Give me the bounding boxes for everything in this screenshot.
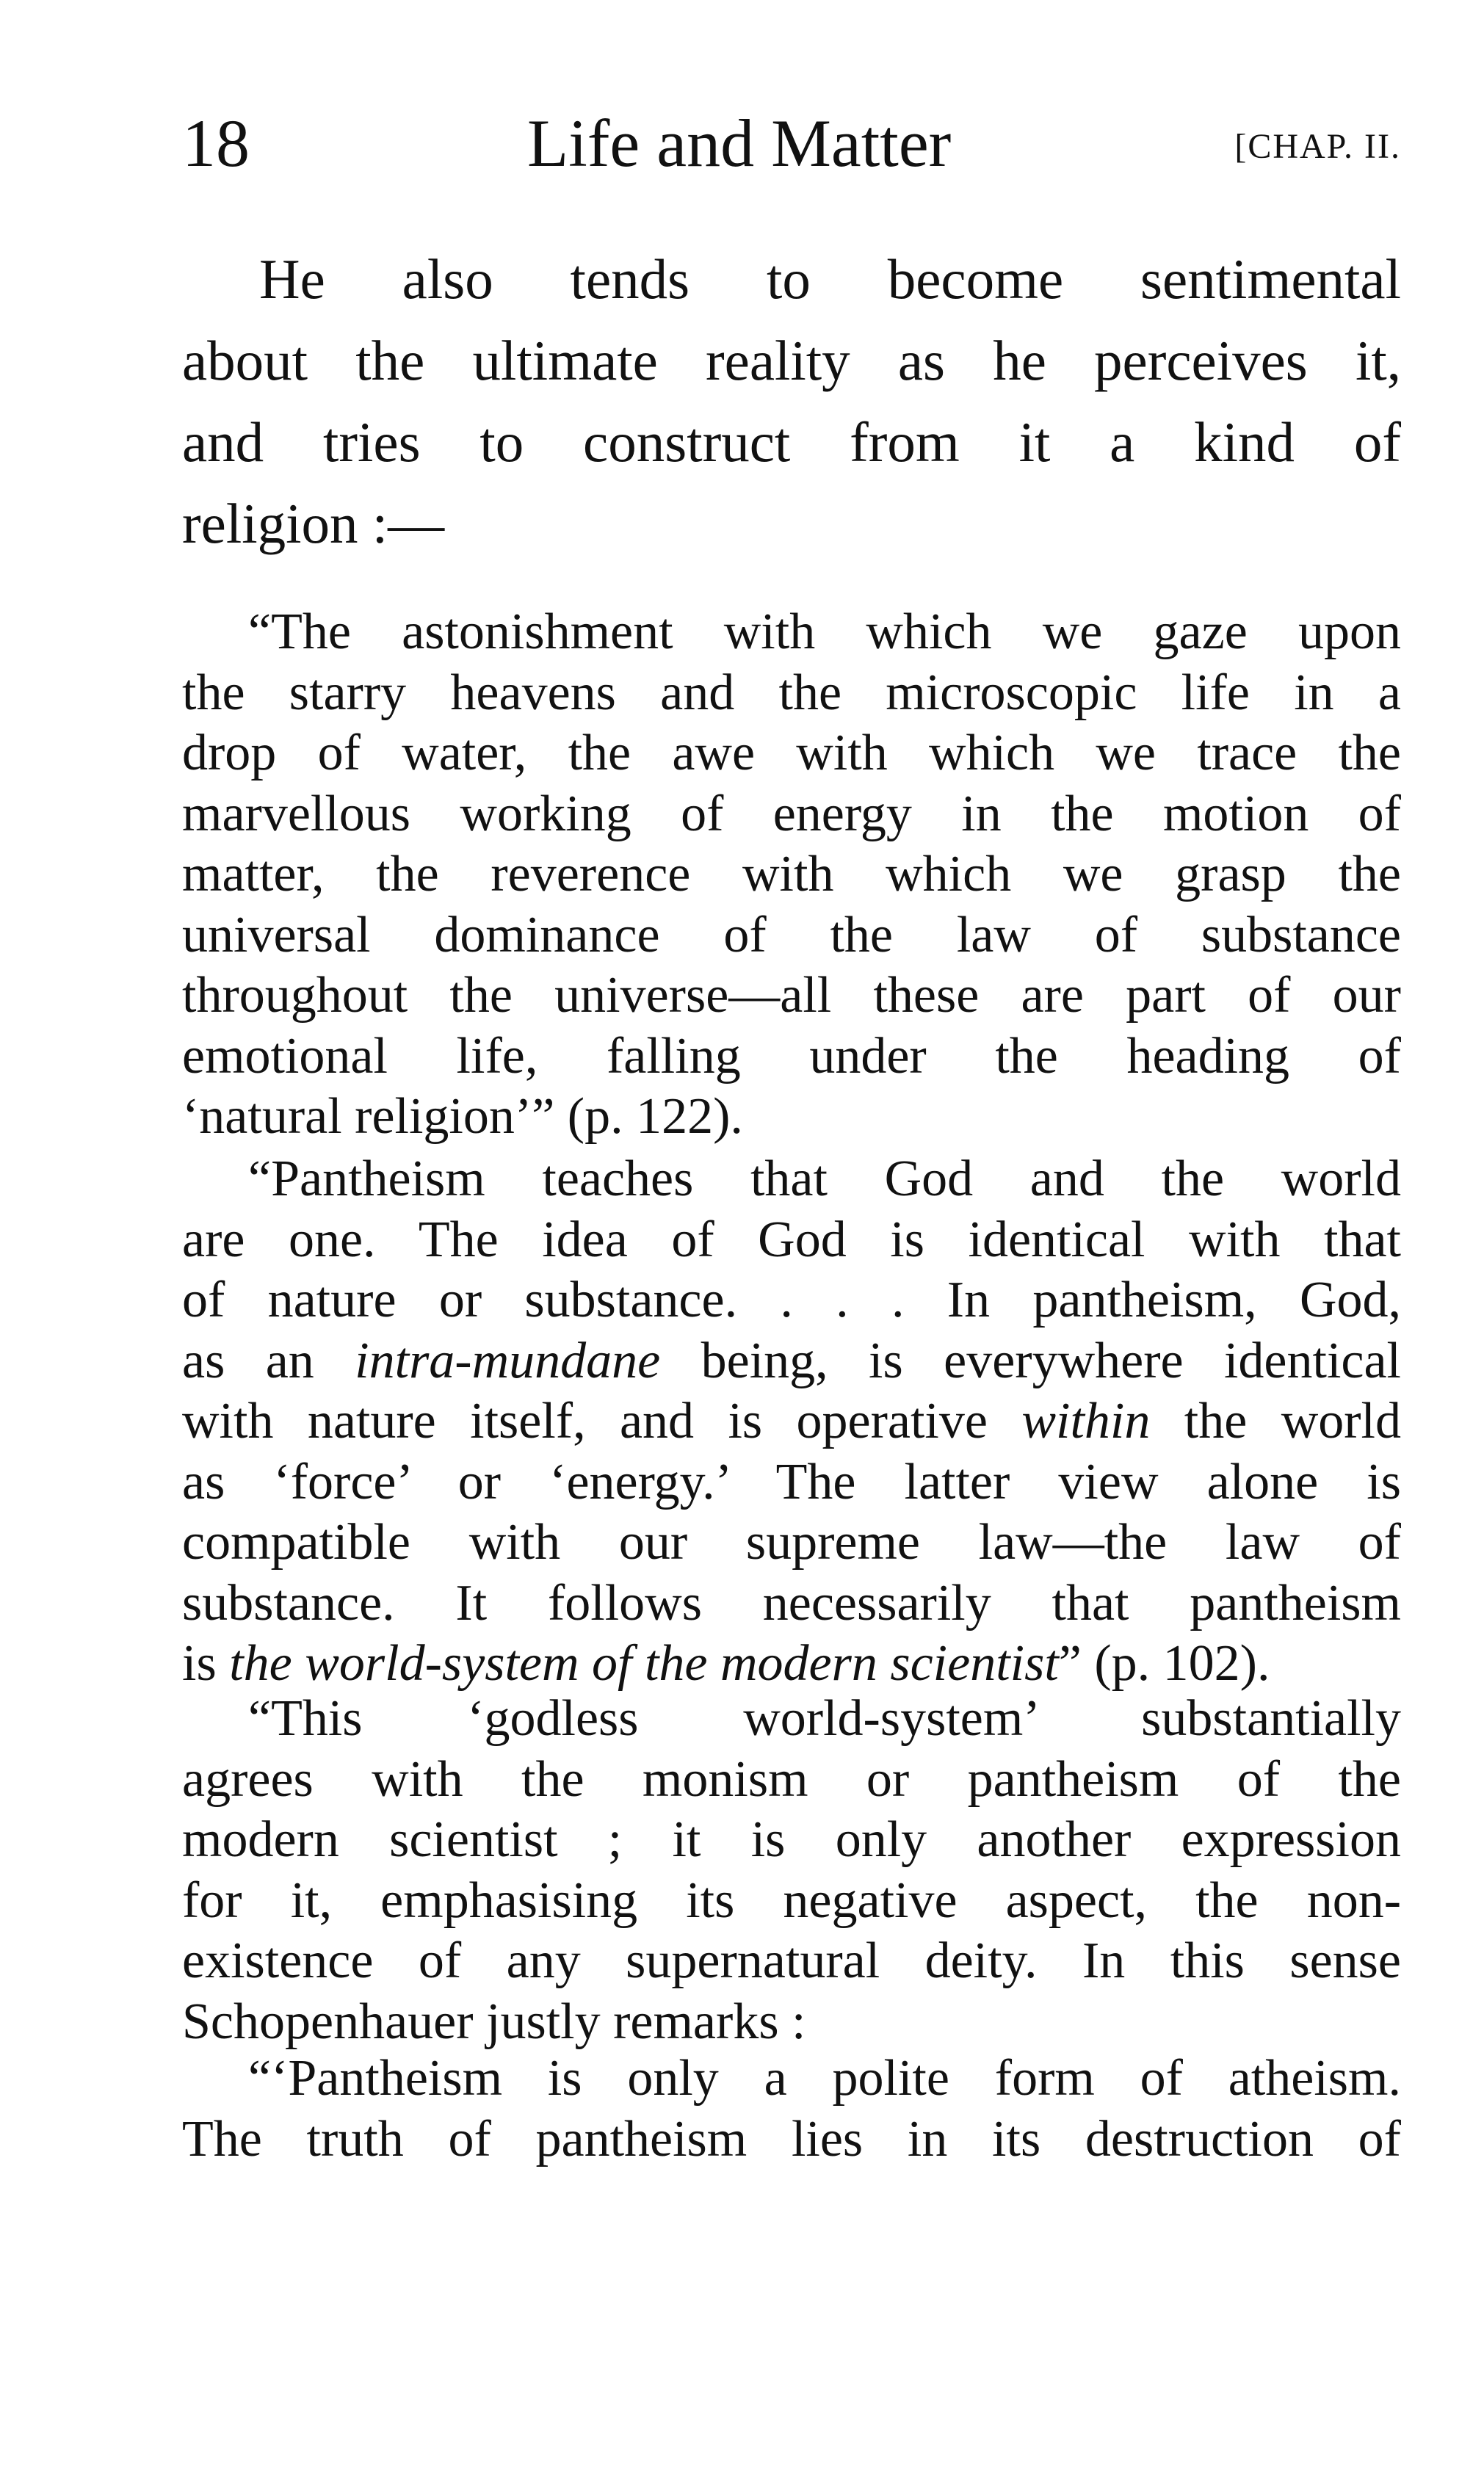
quote-line: matter, the reverence with which we grasp the bbox=[182, 846, 1401, 902]
intro-line: about the ultimate reality as he perceives it, bbox=[182, 329, 1401, 392]
quote-line: universal dominance of the law of substance bbox=[182, 906, 1401, 963]
quote-paragraph-natural-religion bbox=[182, 602, 1401, 1148]
chapter-reference: [CHAP. II. bbox=[1234, 127, 1401, 166]
text-run: as an bbox=[182, 1332, 355, 1389]
intro-paragraph bbox=[182, 239, 1401, 565]
quote-line: substance. It follows necessarily that pantheism bbox=[182, 1574, 1401, 1631]
quote-line: The truth of pantheism lies in its destruction of bbox=[182, 2110, 1401, 2167]
intro-line: and tries to construct from it a kind of bbox=[182, 410, 1401, 474]
quote-line: ‘natural religion’” (p. 122). bbox=[182, 1088, 743, 1145]
quote-line: marvellous working of energy in the motion of bbox=[182, 785, 1401, 842]
quote-line: drop of water, the awe with which we trace the bbox=[182, 725, 1401, 781]
intro-line: He also tends to become sentimental bbox=[259, 247, 1401, 311]
quote-paragraph-pantheism bbox=[182, 1149, 1401, 1695]
quote-line: “Pantheism teaches that God and the world bbox=[248, 1151, 1401, 1207]
quote-line: agrees with the monism or pantheism of the bbox=[182, 1750, 1401, 1808]
quote-line bbox=[182, 1331, 1401, 1392]
quote-paragraph-godless-world-system bbox=[182, 1689, 1401, 2052]
quote-paragraph-schopenhauer bbox=[182, 2049, 1401, 2170]
quote-line: throughout the universe—all these are part of our bbox=[182, 967, 1401, 1024]
quote-line: are one. The idea of God is identical with that bbox=[182, 1211, 1401, 1268]
quote-line: “The astonishment with which we gaze upon bbox=[248, 604, 1401, 660]
page-number: 18 bbox=[182, 106, 250, 181]
quote-line: “This ‘godless world-system’ substantially bbox=[248, 1690, 1401, 1747]
italic-term: within bbox=[1021, 1393, 1151, 1449]
quote-line: as ‘force’ or ‘energy.’ The latter view alone is bbox=[182, 1453, 1401, 1510]
quote-line: for it, emphasising its negative aspect, the non- bbox=[182, 1872, 1401, 1929]
quote-line: “‘Pantheism is only a polite form of atheism. bbox=[248, 2050, 1401, 2107]
text-run: the world bbox=[1150, 1393, 1401, 1449]
text-run: ” (p. 102). bbox=[1058, 1635, 1270, 1692]
text-run: with nature itself, and is operative bbox=[182, 1393, 1022, 1449]
text-run: being, is everywhere identical bbox=[660, 1332, 1401, 1389]
quote-line: emotional life, falling under the heading of bbox=[182, 1027, 1401, 1084]
text-run: is bbox=[182, 1635, 230, 1692]
quote-line: compatible with our supreme law—the law of bbox=[182, 1514, 1401, 1571]
quote-line: Schopenhauer justly remarks : bbox=[182, 1993, 806, 2050]
page-header bbox=[182, 103, 1401, 184]
quote-line bbox=[182, 1634, 1401, 1695]
quote-line: of nature or substance. . . . In pantheism, God, bbox=[182, 1272, 1401, 1328]
quote-line: the starry heavens and the microscopic life in a bbox=[182, 664, 1401, 721]
intro-line: religion :— bbox=[182, 492, 445, 555]
quote-line bbox=[182, 1391, 1401, 1452]
italic-term: the world-system of the modern scientist bbox=[229, 1635, 1059, 1692]
quote-line: existence of any supernatural deity. In this sense bbox=[182, 1933, 1401, 1989]
quote-line: modern scientist ; it is only another expression bbox=[182, 1811, 1401, 1868]
running-title: Life and Matter bbox=[527, 106, 952, 181]
italic-term: intra-mundane bbox=[355, 1332, 661, 1389]
